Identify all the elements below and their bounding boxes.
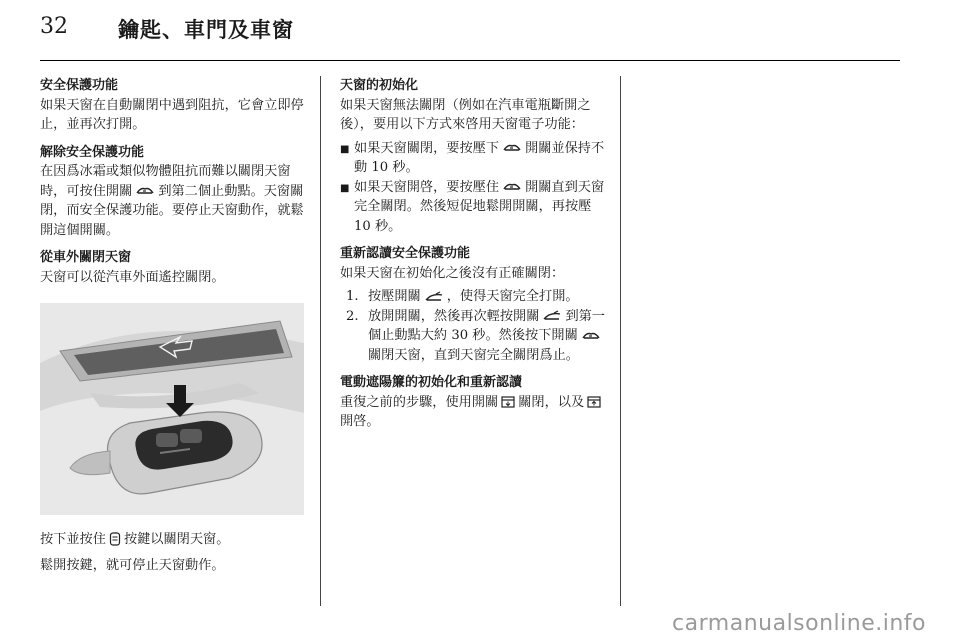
roof-slide-switch-icon bbox=[502, 181, 522, 193]
list-item-text: 如果天窗開啓，要按壓住 開關直到天窗完全關閉。然後短促地鬆開開關，再按壓 10 秒。 bbox=[354, 179, 605, 234]
step-number: 2. bbox=[346, 308, 359, 324]
column-divider bbox=[620, 76, 621, 606]
bullet-marker: ■ bbox=[340, 182, 350, 194]
roof-tilt-switch-icon bbox=[424, 291, 444, 303]
list-item-text: 放開開關，然後再次輕按開關 到第一個止動點大約 30 秒。然後按下開關關閉天窗，直到天窗完全關閉爲止。 bbox=[368, 308, 605, 363]
section-heading: 安全保護功能 bbox=[40, 78, 119, 93]
section-heading: 重新認讀安全保護功能 bbox=[340, 246, 471, 261]
text-part: 在因爲冰霜或類似物體阻抗而難以關閉天窗時，可按住開關 bbox=[40, 164, 291, 199]
caption-part: 按下並按住 bbox=[40, 531, 106, 547]
section-text: 如果天窗在自動關閉中遇到阻抗，它會立即停止，並再次打開。 bbox=[40, 97, 304, 132]
step-number: 1. bbox=[346, 289, 359, 304]
list-item-text: 按壓開關 ，使得天窗完全打開。 bbox=[368, 289, 579, 304]
list-item bbox=[340, 307, 612, 366]
list-item-text: 如果天窗關閉，要按壓下 開關並保持不動 10 秒。 bbox=[354, 140, 605, 175]
sunblind-open-icon bbox=[587, 396, 601, 408]
section-disable-safety bbox=[40, 143, 304, 241]
roof-tilt-switch-icon bbox=[542, 310, 562, 322]
section-sunblind bbox=[340, 373, 612, 432]
list-item bbox=[340, 139, 612, 178]
sunblind-close-icon bbox=[501, 396, 515, 408]
page-number: 32 bbox=[40, 14, 68, 39]
left-column bbox=[40, 76, 304, 583]
remote-key-illustration bbox=[40, 303, 304, 515]
bullet-marker: ■ bbox=[340, 143, 350, 155]
roof-slide-switch-icon bbox=[502, 142, 522, 154]
section-text: 如果天窗在初始化之後沒有正確關閉： bbox=[340, 265, 565, 281]
section-text bbox=[40, 162, 304, 240]
middle-column bbox=[340, 76, 612, 440]
section-safety bbox=[40, 76, 304, 135]
section-heading: 天窗的初始化 bbox=[340, 78, 419, 93]
list-item bbox=[340, 287, 612, 307]
section-text: 如果天窗無法關閉（例如在汽車電瓶斷開之後），要用以下方式來啓用天窗電子功能： bbox=[340, 97, 591, 132]
section-text: 重復之前的步驟，使用開關 關閉，以及開啓。 bbox=[340, 393, 612, 432]
roof-slide-switch-icon bbox=[581, 330, 601, 342]
chapter-title: 鑰匙、車門及車窗 bbox=[118, 18, 294, 42]
column-divider bbox=[320, 76, 321, 606]
remote-roof-button-icon bbox=[109, 532, 121, 546]
watermark: carmanualsonline.info bbox=[672, 611, 926, 636]
section-heading: 電動遮陽簾的初始化和重新認讀 bbox=[340, 375, 523, 390]
section-heading: 解除安全保護功能 bbox=[40, 144, 145, 160]
roof-slide-switch-icon bbox=[135, 185, 155, 197]
section-close-from-outside bbox=[40, 248, 304, 287]
caption-release: 鬆開按鍵，就可停止天窗動作。 bbox=[40, 558, 225, 573]
text-part: 到第二個止動點。天窗關閉，而安全保護功能。要停止天窗動作，就鬆開這個開關。 bbox=[40, 183, 304, 238]
section-heading: 從車外關閉天窗 bbox=[40, 250, 132, 265]
section-initialisation bbox=[340, 76, 612, 236]
caption-press bbox=[40, 530, 304, 550]
header-rule bbox=[40, 60, 900, 61]
caption-part: 按鍵以關閉天窗。 bbox=[123, 531, 230, 547]
list-item bbox=[340, 178, 612, 237]
section-text: 天窗可以從汽車外面遙控關閉。 bbox=[40, 269, 225, 285]
section-relearn-safety bbox=[340, 244, 612, 365]
